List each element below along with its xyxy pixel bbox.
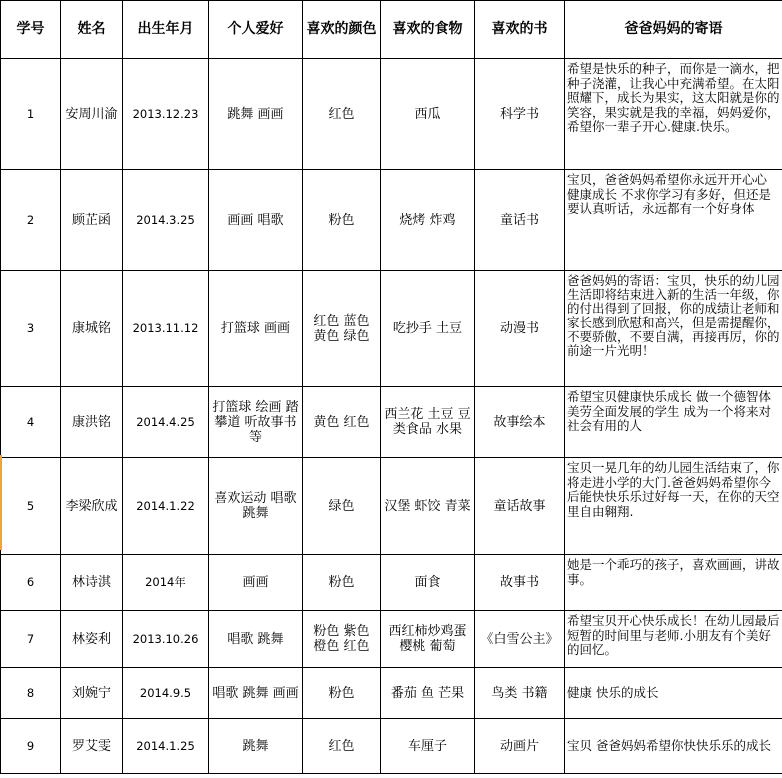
cell-color: 黄色 红色 xyxy=(303,387,381,458)
cell-birth: 2014.1.25 xyxy=(123,719,209,774)
cell-book: 动漫书 xyxy=(475,271,565,387)
cell-name: 林诗淇 xyxy=(61,555,123,611)
cell-id: 9 xyxy=(1,719,61,774)
cell-food: 面食 xyxy=(381,555,475,611)
cell-message: 宝贝 爸爸妈妈希望你快快乐乐的成长 xyxy=(565,719,782,774)
cell-book: 科学书 xyxy=(475,59,565,170)
cell-hobby: 打篮球 绘画 踏攀道 听故事书等 xyxy=(209,387,303,458)
cell-birth: 2014年 xyxy=(123,555,209,611)
table-row xyxy=(1,611,782,668)
cell-id: 1 xyxy=(1,59,61,170)
cell-book: 鸟类 书籍 xyxy=(475,668,565,719)
cell-book: 故事书 xyxy=(475,555,565,611)
cell-food: 烧烤 炸鸡 xyxy=(381,170,475,271)
cell-hobby: 唱歌 跳舞 xyxy=(209,611,303,668)
header-id: 学号 xyxy=(1,1,61,59)
cell-id: 3 xyxy=(1,271,61,387)
cell-hobby: 打篮球 画画 xyxy=(209,271,303,387)
cell-hobby: 跳舞 画画 xyxy=(209,59,303,170)
header-row xyxy=(1,1,782,59)
cell-message: 爸爸妈妈的寄语：宝贝，快乐的幼儿园生活即将结束进入新的生活一年级，你的付出得到了回报，你的成绩让老师和家长感到欣慰和高兴，但是需提醒你，不要骄傲，不要自满，再接再厉，你的前途一片光明！ xyxy=(565,271,782,387)
cell-color: 粉色 xyxy=(303,555,381,611)
cell-message: 宝贝一晃几年的幼儿园生活结束了，你将走进小学的大门.爸爸妈妈希望你今后能快快乐乐过好每一天，在你的天空里自由翱翔. xyxy=(565,458,782,555)
cell-color: 红色 xyxy=(303,59,381,170)
cell-name: 林姿利 xyxy=(61,611,123,668)
cell-id: 5 xyxy=(1,458,61,555)
cell-name: 安周川渝 xyxy=(61,59,123,170)
cell-hobby: 唱歌 跳舞 画画 xyxy=(209,668,303,719)
cell-id: 4 xyxy=(1,387,61,458)
selection-edge-marker xyxy=(0,455,2,550)
header-book: 喜欢的书 xyxy=(475,1,565,59)
cell-book: 《白雪公主》 xyxy=(475,611,565,668)
header-name: 姓名 xyxy=(61,1,123,59)
table-row xyxy=(1,387,782,458)
cell-food: 车厘子 xyxy=(381,719,475,774)
cell-hobby: 画画 唱歌 xyxy=(209,170,303,271)
cell-id: 2 xyxy=(1,170,61,271)
cell-color: 粉色 紫色 橙色 红色 xyxy=(303,611,381,668)
header-message: 爸爸妈妈的寄语 xyxy=(565,1,782,59)
cell-name: 顾芷函 xyxy=(61,170,123,271)
cell-id: 6 xyxy=(1,555,61,611)
cell-color: 红色 xyxy=(303,719,381,774)
cell-name: 李梁欣成 xyxy=(61,458,123,555)
cell-birth: 2014.3.25 xyxy=(123,170,209,271)
cell-id: 7 xyxy=(1,611,61,668)
cell-message: 希望宝贝健康快乐成长 做一个德智体美劳全面发展的学生 成为一个将来对社会有用的人 xyxy=(565,387,782,458)
cell-name: 康洪铭 xyxy=(61,387,123,458)
header-color: 喜欢的颜色 xyxy=(303,1,381,59)
cell-food: 西瓜 xyxy=(381,59,475,170)
cell-birth: 2014.1.22 xyxy=(123,458,209,555)
cell-hobby: 喜欢运动 唱歌 跳舞 xyxy=(209,458,303,555)
table-row xyxy=(1,170,782,271)
cell-hobby: 跳舞 xyxy=(209,719,303,774)
cell-name: 罗艾雯 xyxy=(61,719,123,774)
cell-book: 故事绘本 xyxy=(475,387,565,458)
cell-message: 她是一个乖巧的孩子，喜欢画画，讲故事。 xyxy=(565,555,782,611)
table-row xyxy=(1,59,782,170)
cell-message: 宝贝，爸爸妈妈希望你永远开开心心 健康成长 不求你学习有多好，但还是要认真听话，永远都有一个好身体 xyxy=(565,170,782,271)
table-row xyxy=(1,458,782,555)
header-hobby: 个人爱好 xyxy=(209,1,303,59)
cell-color: 粉色 xyxy=(303,170,381,271)
cell-color: 粉色 xyxy=(303,668,381,719)
table-row xyxy=(1,719,782,774)
table-row xyxy=(1,555,782,611)
cell-message: 希望是快乐的种子，而你是一滴水，把种子浇灌，让我心中充满希望。在太阳照耀下，成长为果实，这太阳就是你的笑容，果实就是我的幸福，妈妈爱你，希望你一辈子开心.健康.快乐。 xyxy=(565,59,782,170)
cell-food: 汉堡 虾饺 青菜 xyxy=(381,458,475,555)
cell-food: 西红柿炒鸡蛋 樱桃 葡萄 xyxy=(381,611,475,668)
cell-birth: 2014.4.25 xyxy=(123,387,209,458)
cell-birth: 2013.12.23 xyxy=(123,59,209,170)
cell-color: 红色 蓝色 黄色 绿色 xyxy=(303,271,381,387)
cell-birth: 2013.10.26 xyxy=(123,611,209,668)
table-row xyxy=(1,271,782,387)
cell-id: 8 xyxy=(1,668,61,719)
cell-message: 希望宝贝开心快乐成长！在幼儿园最后短暂的时间里与老师.小朋友有个美好的回忆。 xyxy=(565,611,782,668)
cell-food: 西兰花 土豆 豆类食品 水果 xyxy=(381,387,475,458)
cell-book: 童话书 xyxy=(475,170,565,271)
cell-food: 吃抄手 土豆 xyxy=(381,271,475,387)
cell-name: 刘婉宁 xyxy=(61,668,123,719)
header-food: 喜欢的食物 xyxy=(381,1,475,59)
cell-name: 康城铭 xyxy=(61,271,123,387)
cell-hobby: 画画 xyxy=(209,555,303,611)
table-row xyxy=(1,668,782,719)
cell-birth: 2013.11.12 xyxy=(123,271,209,387)
cell-birth: 2014.9.5 xyxy=(123,668,209,719)
header-birth: 出生年月 xyxy=(123,1,209,59)
cell-book: 童话故事 xyxy=(475,458,565,555)
cell-message: 健康 快乐的成长 xyxy=(565,668,782,719)
cell-food: 番茄 鱼 芒果 xyxy=(381,668,475,719)
cell-color: 绿色 xyxy=(303,458,381,555)
cell-book: 动画片 xyxy=(475,719,565,774)
